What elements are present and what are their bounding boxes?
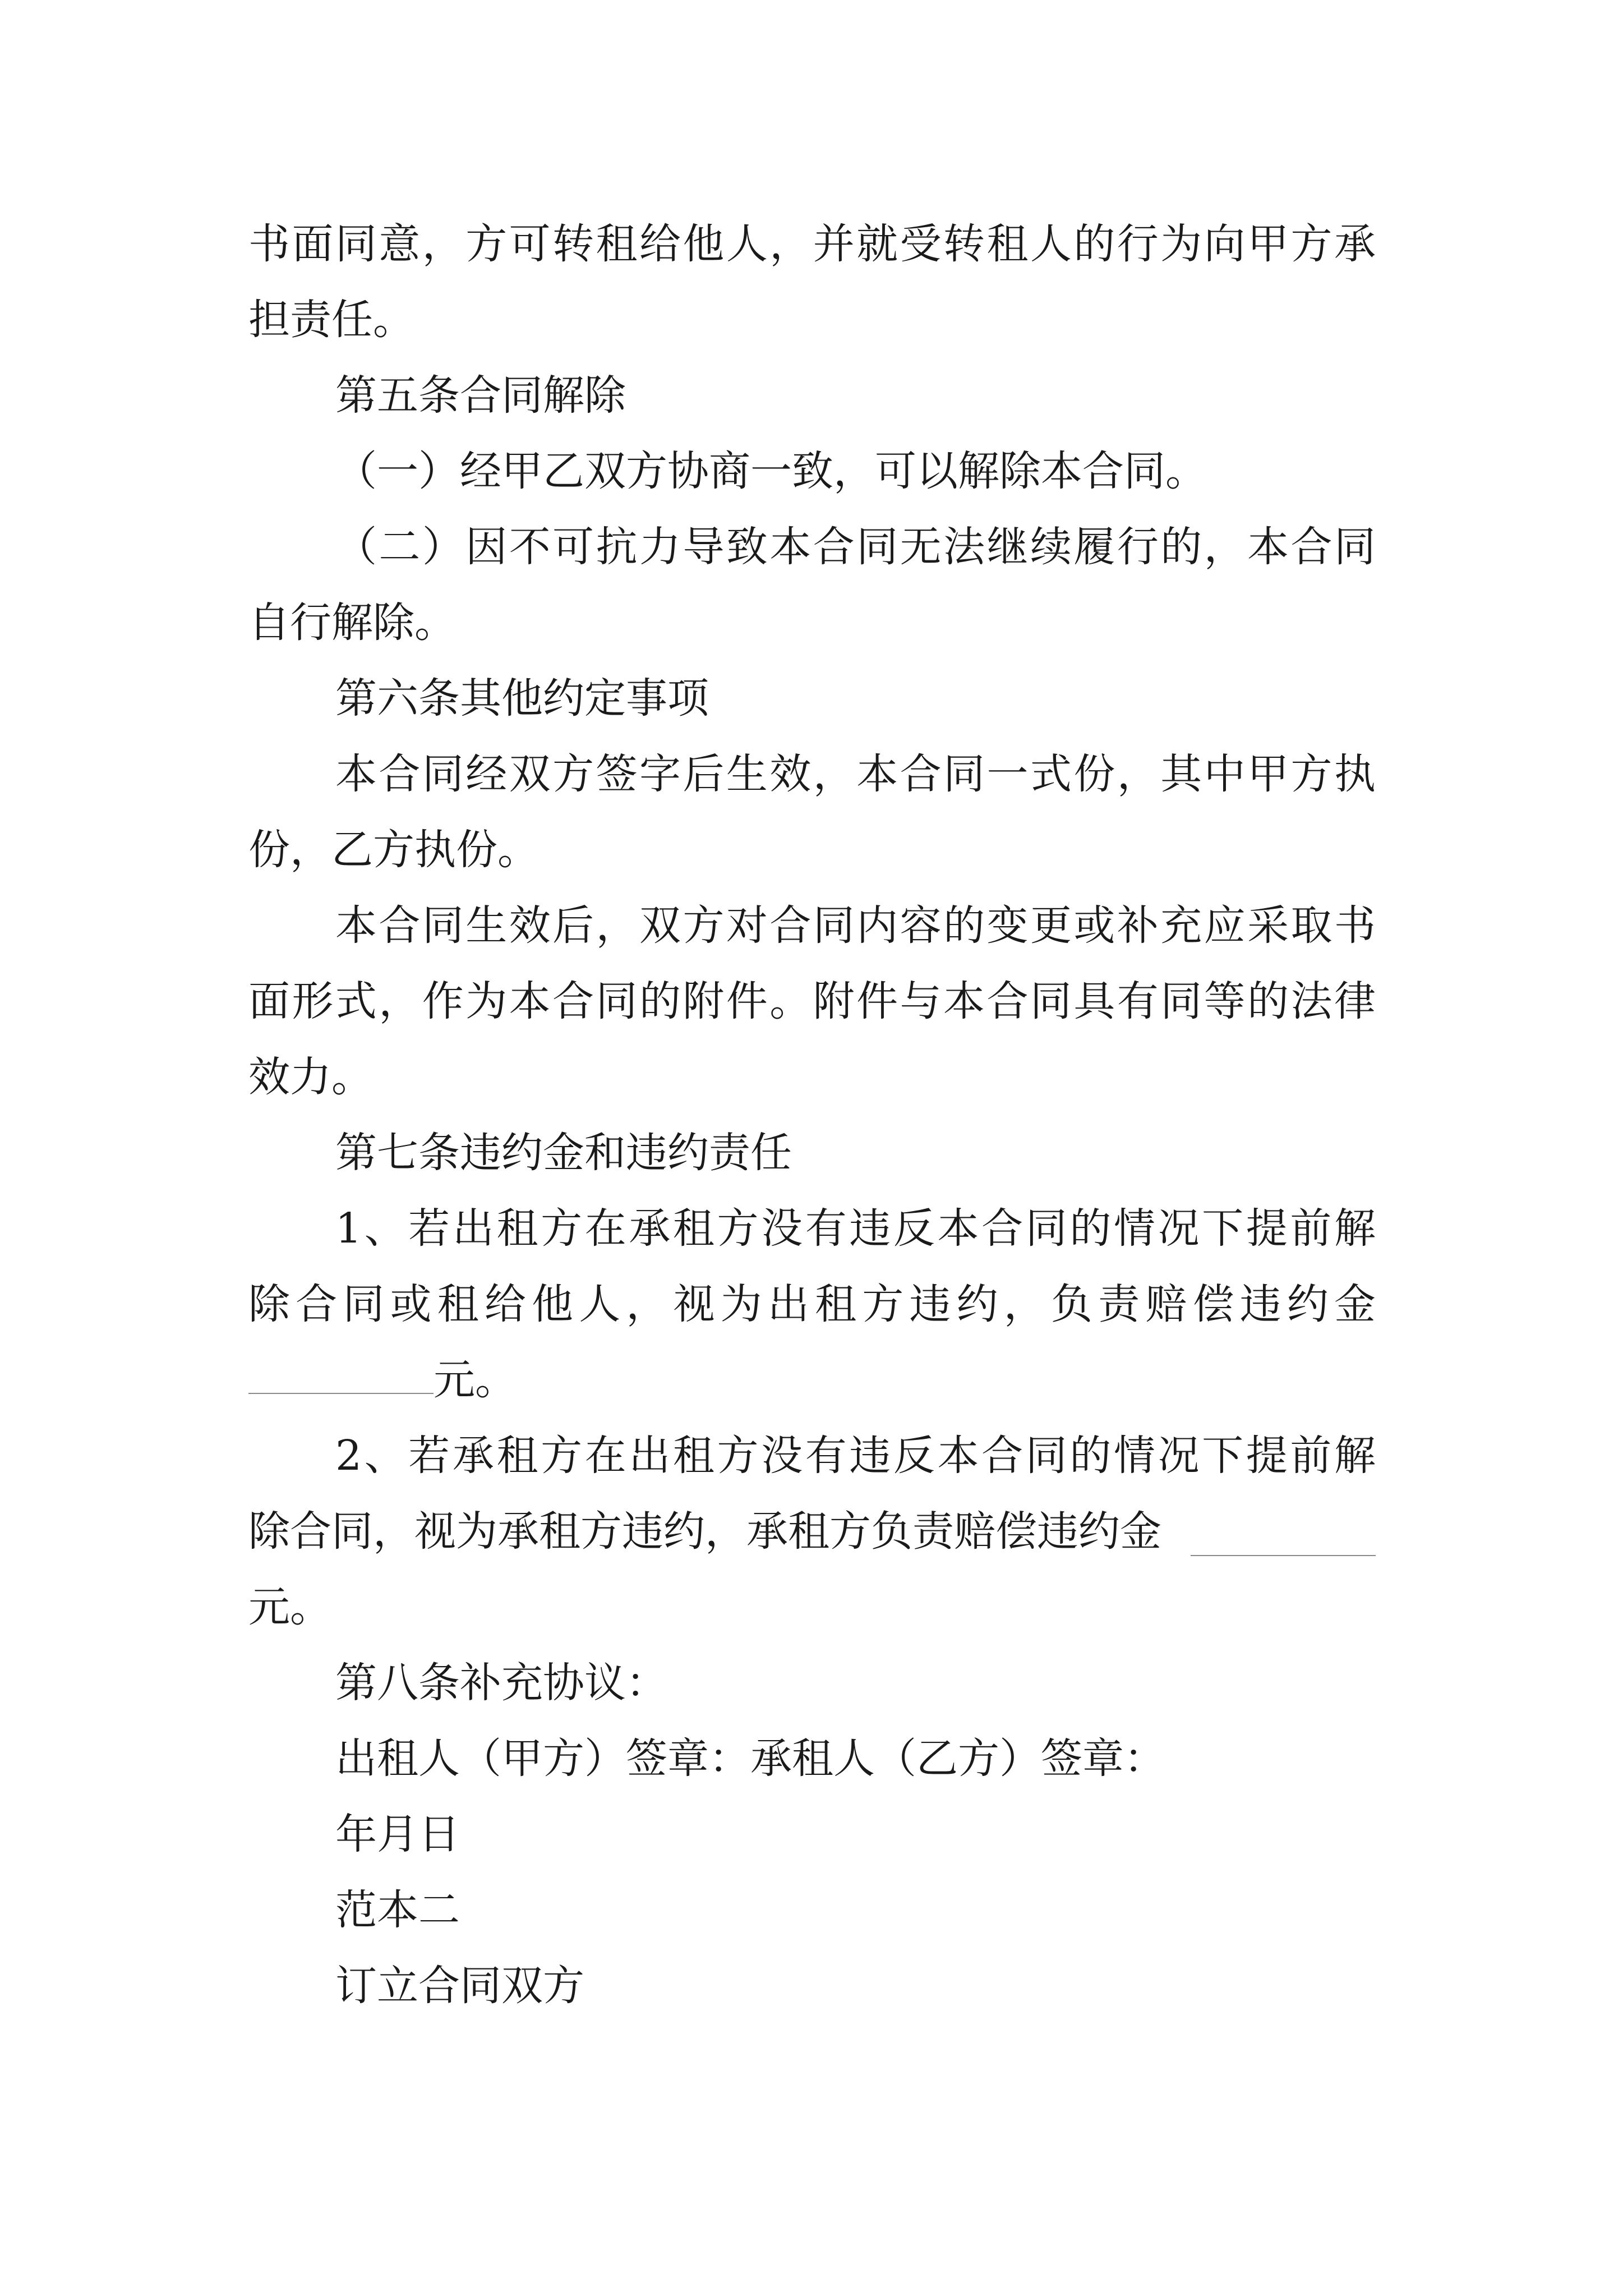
text-line-04: （一）经甲乙双方协商一致，可以解除本合同。 (335, 447, 1207, 495)
blank-amount-2 (1191, 1516, 1376, 1556)
section-heading-5: 第五条合同解除 (335, 371, 626, 420)
text-line-06: 自行解除。 (248, 599, 456, 647)
text-line-16-text: 元。 (434, 1356, 517, 1404)
text-line-12: 效力。 (248, 1053, 373, 1101)
text-line-17: 2、若承租方在出租方没有违反本合同的情况下提前解 (335, 1432, 1376, 1480)
text-line-18 (248, 1503, 1376, 1559)
text-line-15: 除合同或租给他人，视为出租方违约，负责赔偿违约金 (248, 1280, 1376, 1328)
text-line-14: 1、若出租方在承租方没有违反本合同的情况下提前解 (335, 1204, 1376, 1253)
text-line-19: 元。 (248, 1583, 331, 1631)
date-line: 年月日 (335, 1810, 460, 1858)
text-line-18-text: 除合同，视为承租方违约，承租方负责赔偿违约金 (248, 1507, 1161, 1556)
blank-amount-1 (248, 1354, 434, 1394)
text-line-11: 面形式，作为本合同的附件。附件与本合同具有同等的法律 (248, 977, 1376, 1025)
section-heading-8: 第八条补充协议： (335, 1659, 667, 1707)
text-line-16 (248, 1352, 517, 1408)
text-line-02: 担责任。 (248, 296, 414, 344)
text-line-05: （二）因不可抗力导致本合同无法继续履行的，本合同 (335, 523, 1376, 571)
text-line-09: 份，乙方执份。 (248, 826, 539, 874)
parties-heading: 订立合同双方 (335, 1962, 584, 2010)
text-line-01: 书面同意，方可转租给他人，并就受转租人的行为向甲方承 (248, 220, 1376, 268)
section-heading-7: 第七条违约金和违约责任 (335, 1129, 792, 1177)
text-line-08: 本合同经双方签字后生效，本合同一式份，其中甲方执 (335, 750, 1376, 798)
text-line-10: 本合同生效后，双方对合同内容的变更或补充应采取书 (335, 901, 1376, 950)
section-heading-6: 第六条其他约定事项 (335, 674, 709, 723)
signature-line: 出租人（甲方）签章：承租人（乙方）签章： (335, 1734, 1165, 1783)
template-two-heading: 范本二 (335, 1886, 460, 1934)
